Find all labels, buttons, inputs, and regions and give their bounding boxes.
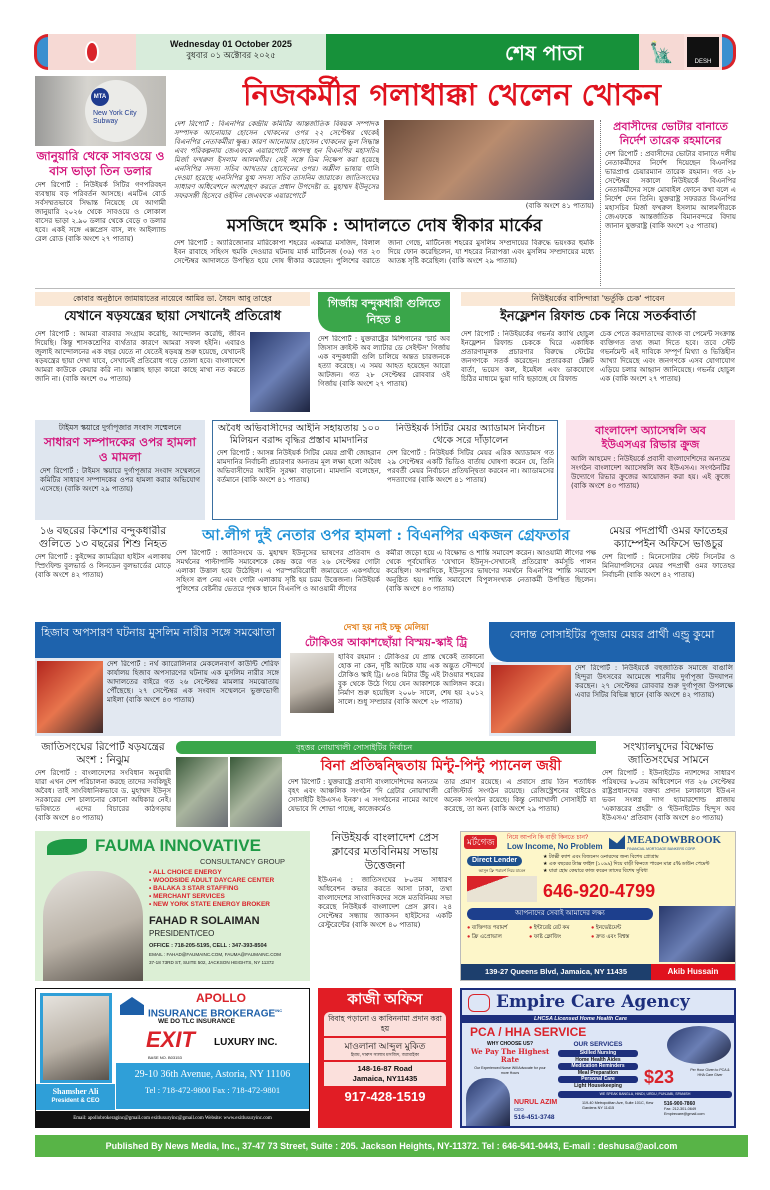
house-icon	[120, 997, 144, 1015]
mortgage-point: ★ ট্যাক্সী ক্যাশ এবং বিজনেস ওনারদের জন্য বিশেষ প্রোগ্রাম	[543, 854, 659, 860]
apollo-person-name: Shamsher Ali	[52, 1087, 99, 1096]
fauma-name: FAHAD R SOLAIMAN	[149, 915, 260, 927]
jamaat-photo	[250, 332, 310, 412]
jamaat-continued: (বাকি অংশে ৩০ পাতায়)	[62, 375, 131, 383]
lead-continued-box	[384, 202, 594, 211]
empire-pay: We Pay The Highest Rate	[470, 1047, 550, 1064]
press-club-story	[318, 831, 452, 981]
apollo-person-title: President & CEO	[51, 1098, 100, 1104]
subway-body-text: দেশ রিপোর্ট : নিউইয়র্ক সিটির গণপরিবহন ব্যবস্থায় বড় পরিবর্তন আসছে। এমটিএ বোর্ড সর্বসম্মতভাবে সিদ্ধান্ত নিয়েছে যে আগামী জানুয়ারি ২০২৬ থেকে সাবওয়ে ও লোকাল বাসের ভাড়া ২.৯০ ডলার থেকে বেড়ে ৩ ডলার হবে। একই সঙ্গে এক্সপ্রেস বাস, লং আইল্যান্ড রেল রোড	[35, 181, 166, 243]
exit-base-no: BASE NO. B03153	[148, 1055, 182, 1060]
subway-headline: জানুয়ারি থেকে সাবওয়ে ও বাস ভাড়া তিন ডলার	[36, 149, 165, 178]
empire-fax: Fax: 212-301-0649	[664, 1107, 697, 1111]
mosque-body-text: দেশ রিপোর্ট : অ্যারিজোনার মারিকোপা শহরের একমাত্র মসজিদ, বিলাল ইবন রাবাহে সহিংস হুমকি দেওয়ার ঘটনায় মার্ক মার্টিনেজ (৩৬) গত ২৩ সেপ্টেম্বর আদালতে উপস্থিত হয়ে দোষ স্বীকার করেছেন। পুলিশের বরাতে জানা গেছে, মার্টিনেজ শহরের মুসলিম সম্প্রদায়ের বিরুদ্ধে ভয়ংকর হুমকি দিয়ে ফোন করেছিলেন, যা শহরের নিরাপত্তা এবং মুসলিম সম্প্রদায়ের মধ্যে আতঙ্ক সৃষ্টি করেছিল।	[174, 239, 594, 265]
empire-rate-note: Per Hour Given to PCA & HHA Care Giver	[690, 1068, 730, 1077]
empire-service-item: Meal Preparation	[577, 1069, 619, 1076]
masthead-left-cap	[34, 34, 48, 70]
mortgage-point-text: যারা হোম কেয়ারে কাজ করেন তাদের বিশেষ সুবিধা	[548, 868, 648, 874]
apollo-address: 29-10 36th Avenue, Astoria, NY 11106	[134, 1069, 291, 1080]
lead-photo	[384, 120, 594, 200]
mortgage-feature: ● ব্যক্তিগত পরামর্শ	[467, 925, 508, 931]
mortgage-agent: Akib Hussain	[651, 964, 735, 980]
apollo-brand-line-text: INSURANCE BROKERAGE	[148, 1008, 276, 1020]
fauma-service: • BALAKA 3 STAR STAFFING	[149, 885, 239, 892]
church-continued: (বাকি অংশে ২৭ পাতায়)	[339, 380, 408, 388]
mortgage-feature: ● ফাষ্ট ক্লোজিং	[529, 934, 562, 940]
fauma-service-text: WOODSIDE ADULT DAYCARE CENTER	[153, 877, 275, 884]
adams-body-text: দেশ রিপোর্ট : নিউইয়র্ক সিটির মেয়র এরিক অ্যাডামস গত ২৯ সেপ্টেম্বর একটি ভিডিও বার্তায় ঘোষণা করেন যে, তিনি পরবর্তী মেয়র নির্বাচনে প্রতিদ্বন্দ্বিতা করবেন না। অ্যাডামসের পদত্যাগের	[387, 449, 554, 484]
mosque-headline: মসজিদে হুমকি : আদালতে দোষ স্বীকার মার্কের	[226, 216, 543, 236]
desh-logo-box	[684, 34, 722, 70]
awami-body-text: কর্মীরা জড়ো হয়ে এ বিক্ষোভ ও শান্তি সমাবেশ করেন। আওয়ামী লীগের পক্ষ থেকে পূর্বঘোষিত 'যেখানে ইউনূস-সেখানেই প্রতিরোধ' কর্মসূচি পালন করেছিল। অপরদিকে, ইউনূসের ভাষণের সমর্থনে বিএনপির 'শান্তি সমাবেশ অনুষ্ঠিত হয়। শান্তি সমাবেশে বিপুলসংখ্যক নেতাকর্মী উপস্থিত ছিলেন।	[386, 549, 596, 584]
jamaat-body	[35, 330, 245, 416]
vedanta-headline: বেদান্ত সোসাইটির পূজায় মেয়র প্রার্থী এন্ড্রু কুমো	[489, 622, 735, 662]
times-square-continued: (বাকি অংশে ২৯ পাতায়)	[64, 485, 133, 493]
lead-headline: নিজকর্মীর গলাধাক্কা খেলেন খোকন	[242, 78, 662, 113]
tokyo-headline: টোকিওর আকাশছোঁয়া বিস্ময়-স্কাই ট্রি	[304, 636, 468, 649]
mamdani-continued: (বাকি অংশে ৪১ পাতায়)	[241, 476, 310, 484]
mortgage-banner: আপনাদের সেবাই আমাদের লক্ষ্য	[467, 908, 653, 920]
inflation-body-text: চেক পেতে করদাতাদের ব্যাংক বা পেমেন্ট সংক্রান্ত ব্যক্তিগত তথ্য জমা দিতে হবে। তবে স্টেট গভর্নমেন্ট এই দাবিকে সম্পূর্ণ মিথ্যা ও ভিত্তিহীন আখ্যা দিয়েছে এবং জনগণকে এসব যোগাযোগ এড়িয়ে চলার আহ্বান জানিয়েছে। গভর্নর হোচুল এক	[600, 330, 735, 383]
kazi-address-box	[324, 1062, 446, 1086]
fauma-title: PRESIDENT/CEO	[149, 929, 215, 938]
empire-brand: Empire Care Agency	[496, 992, 690, 1012]
subway-photo	[35, 76, 166, 146]
omar-story	[602, 525, 735, 619]
apollo-tlc: WE DO TLC INSURANCE	[158, 1018, 235, 1025]
empire-care-photo	[667, 1026, 731, 1064]
omar-body-text: দেশ রিপোর্ট : মিনেসোটার স্টেট সিনেটর ও মিনিয়াপলিসের মেয়র পদপ্রার্থী ওমর ফাতেহর নির্বাচনী	[602, 553, 735, 579]
mortgage-feature: ● দ্রুত এবং বিশ্বস্ত	[591, 934, 630, 940]
hijab-photo	[37, 661, 103, 733]
empire-service-item: Skilled Nursing	[558, 1050, 638, 1057]
hijab-body-text: দেশ রিপোর্ট : নর্থ ক্যারোলিনার মেকলেনবার্গ কাউন্টি শেরিফ কার্যালয় হিজাব অপসারণের ঘটনায় এক মুসলিম নারীর সঙ্গে আদালতের বাইরে গত ২৬ সেপ্টেম্বর মামলার সমঝোতায় পৌঁছেছে। ২৭ সেপ্টেম্বর এক সংবাদ সম্মেলনে ভুক্তভোগী মাইলা	[107, 660, 279, 704]
date-english: Wednesday 01 October 2025	[170, 39, 292, 49]
tarique-body-text: দেশ রিপোর্ট : প্রবাসীদের ভোটার বানাতে দলীয় নেতাকর্মীদের নির্দেশ দিয়েছেন বিএনপির ভারপ্রাপ্ত চেয়ারম্যান তারেক রহমান। গত ২৮ সেপ্টেম্বর সকালে নিউইয়র্কে বিএনপির নেতাকর্মীদের সঙ্গে মোবাইল ফোনে কথা বলে এ নির্দেশ দেন তিনি। যুক্তরাষ্ট্র সফররত বিএনপির মহাসচিব মির্জা ফখরুল ইসলাম আলমগীরকে জেএফকে আন্তর্জাতিক বিমানবন্দরে বিদায় জানান যুক্তরাষ্ট্র	[605, 150, 736, 230]
fauma-email: EMAIL : FAHAD@FAUMAINC.COM, FAUMA@FAUMAINC.COM	[149, 952, 281, 957]
apollo-tel: Tel : 718-472-9800 Fax : 718-472-9801	[144, 1085, 281, 1095]
un-report-headline: জাতিসংঘের রিপোর্ট ষড়যন্ত্রের অংশ : নিঝুম	[41, 741, 165, 766]
feature-text: ফাষ্ট ক্লোজিং	[533, 934, 562, 940]
subway-story	[35, 76, 166, 286]
lender-note: আসুন ফ্রি পরামর্শ নিয়ে যাবেন	[478, 868, 526, 873]
mortgage-address: 139-27 Queens Blvd, Jamaica, NY 11435	[461, 964, 651, 980]
feature-text: ইনভেষ্টমেন্ট	[595, 925, 622, 931]
mortgage-feature: ● ইনভেষ্টমেন্ট	[591, 925, 622, 931]
empire-service-item: Light Housekeeping	[574, 1082, 622, 1089]
noakhali-body-col2	[444, 778, 596, 827]
empire-services-title: OUR SERVICES	[573, 1041, 623, 1048]
masthead-right-cap	[722, 34, 736, 70]
empire-person-photo	[466, 1078, 510, 1126]
empire-person-phone: 516-451-3748	[514, 1114, 555, 1121]
vedanta-photo	[491, 665, 571, 733]
care-heart-icon	[468, 994, 490, 1012]
fauma-address: 37-18 73RD ST, SUITE 502, JACKSON HEIGHTS, NY 11372	[149, 960, 274, 965]
fauma-phone: OFFICE : 718-205-5195, CELL : 347-393-8504	[149, 943, 267, 949]
exit-name: LUXURY INC.	[214, 1037, 278, 1048]
tarique-body	[605, 150, 736, 231]
feature-text: ফ্রি এপ্রোভাল	[471, 934, 502, 940]
kazi-address-2: Jamaica, NY11435	[352, 1074, 418, 1083]
un-report-story	[35, 741, 171, 827]
empire-languages: WE SPEAK BANGLA, HINDI, URDU, PUNJABI, SPANISH	[558, 1091, 732, 1098]
noakhali-photo-2	[230, 757, 282, 827]
lead-continued: (বাকি অংশে ৪১ পাতায়)	[525, 202, 594, 210]
subway-sign-text: New York City Subway	[93, 110, 137, 125]
fauma-service: • ALL CHOICE ENERGY	[149, 869, 222, 876]
flag-icon	[85, 41, 99, 63]
page-label: শেষ পাতা	[504, 41, 584, 65]
mamdani-headline: অবৈধ অভিবাসীদের আইনি সহায়তায় ১০০ মিলিয়ন বরাদ্দ বৃদ্ধির প্রস্তাব মামদানির	[217, 423, 381, 446]
tarique-headline: প্রবাসীদের ভোটার বানাতে নির্দেশ তারেক রহমানের	[613, 120, 728, 147]
fauma-sub: CONSULTANCY GROUP	[200, 857, 286, 866]
empire-address: 119-40 Metropolitan Ave, Suite 101C, Kew Gardens NY 11415	[582, 1101, 654, 1110]
date-box	[136, 34, 326, 70]
mortgage-point: ★ যারা হোম কেয়ারে কাজ করেন তাদের বিশেষ সুবিধা	[543, 868, 648, 874]
tarique-box	[600, 120, 736, 286]
mamdani-body-text: দেশ রিপোর্ট : আসন্ন নিউইয়র্ক সিটির মেয়র প্রার্থী জোহরান মামদানির নির্বাচনী প্রচারণার অন্যতম মূল লক্ষ্য হলো অবৈধ অভিবাসীদের আইনি সুরক্ষা বাড়ানো। মামদানি বলেছেন, বর্তমানে	[217, 449, 381, 484]
mortgage-tag: মর্টগেজ	[464, 835, 497, 849]
date-bengali: বুধবার ০১ অক্টোবর ২০২৫	[186, 50, 276, 60]
un-report-continued: (বাকি অংশে ৪৩ পাতায়)	[35, 814, 104, 822]
footer-imprint: Published By News Media, Inc., 37-47 73 Street, Suite : 205. Jackson Heights, NY-11372. Tel : 646-541-0443, E-mail : deshusa@aol.com	[35, 1135, 748, 1157]
mortgage-question: নিয়ে আপনি কি বাড়ী কিনতে চান?	[507, 835, 589, 841]
kazi-title: কাজী অফিস	[347, 991, 423, 1008]
kazi-service: বিবাহ পড়ানো ও কাবিননামা প্রদান করা হয়	[324, 1012, 446, 1036]
empire-person: NURUL AZIM	[514, 1099, 558, 1106]
adams-story	[387, 423, 554, 517]
empire-service-item: Home Health Aides	[575, 1056, 621, 1063]
mosque-continued: (বাকি অংশে ২৯ পাতায়)	[448, 257, 518, 265]
teen-continued: (বাকি অংশে ৪২ পাতায়)	[35, 571, 104, 579]
apollo-email: Email: apollobrokeraginc@gmail.com exitluxuryinc@gmail.com Website: www.exitluxuryinc.com	[36, 1111, 309, 1127]
subway-continued: (বাকি অংশে ২৭ পাতায়)	[65, 235, 134, 243]
noakhali-body-text: তার প্রমাণ রয়েছে। এ প্রবাসে প্রায় তিন শতাধিক রেজিস্টার্ড সংগঠন রয়েছে। রেজিস্ট্রেশনের বাইরেও অনেক সংগঠন রয়েছে। কিন্তু নোয়াখালী সোসাইটি যা করেছে, তা অন্য	[444, 778, 596, 813]
tokyo-body	[338, 653, 484, 736]
minority-body-text: দেশ রিপোর্ট : ইউনাইটেড ন্যাশন্সের সাধারণ পরিষদের ৮০তম অধিবেশনে গত ২৬ সেপ্টেম্বর রাষ্ট্রপ্রধানদের বক্তব্য প্রদান চলাকালে ইউএন ভবন সংলগ্ন দ্যাগ হ্যামারশোল্ড প্লাজায় 'একাত্তরের প্রহরী' ও 'ইউনাইটেড হিন্দুস অব ইউএসএ' প্রতিবাদ	[602, 769, 735, 822]
ad-empire[interactable]	[460, 988, 736, 1128]
fauma-services	[149, 869, 307, 909]
fauma-service: • WOODSIDE ADULT DAYCARE CENTER	[149, 877, 275, 884]
noakhali-photo-1	[176, 757, 228, 827]
kazi-name: মাওলানা আব্দুল মুকিত	[344, 1041, 426, 1051]
awami-body-col1: দেশ রিপোর্ট : জাতিসংঘে ড. মুহাম্মদ ইউনূসের ভাষণের প্রতিবাদ ও সমর্থনের পাল্টাপাল্টি সমাবেশকে কেন্দ্র করে গত ২৬ সেপ্টেম্বর গোটা এলাকা উত্তাল হয়ে উঠেছিল। এ পরস্পরবিরোধী জমায়েতে একপর্যায়ে সহিংস রূপ নেয় এবং গোটা এলাকায় সৃষ্টি হয় চরম উত্তেজনা। নিউইয়র্ক পুলিশের বেষ্টনীর ভেতরে পৃথক স্থানে বিএনপি ও আওয়ামী লীগের	[176, 549, 380, 593]
fauma-service: • NEW YORK STATE ENERGY BROKER	[149, 901, 270, 908]
empire-service-item: Medication Reminders	[558, 1063, 638, 1070]
apollo-brand: APOLLO	[196, 991, 246, 1005]
kazi-address-1: 148-16-87 Road	[357, 1064, 413, 1073]
fauma-service-text: ALL CHOICE ENERGY	[152, 869, 222, 876]
vedanta-continued: (বাকি অংশে ৪২ পাতায়)	[646, 691, 715, 699]
press-club-body-text: ইউএনএ : জাতিসংঘের ৮০তম সাধারণ অধিবেশন কভার করতে আসা ঢাকা, তথা বাংলাদেশের সাংবাদিকদের সঙ্গে মতবিনিময় সভা করেছে নিউইয়র্ক বাংলাদেশ প্রেস ক্লাব। ২৪ সেপ্টেম্বর সন্ধ্যায় জ্যাকসন হাইটসের একটি রেস্টুরেন্টের	[318, 876, 452, 929]
empire-service: PCA / HHA SERVICE	[470, 1025, 587, 1039]
times-square-kicker: টাইমস স্কয়ারে দুর্গাপূজার সংবাদ সম্মেলনে	[58, 423, 182, 432]
church-body	[318, 335, 450, 416]
feature-text: দ্রুত এবং বিশ্বস্ত	[595, 934, 630, 940]
assembly-box	[566, 420, 735, 520]
minority-continued: (বাকি অংশে ৪৩ পাতায়)	[654, 814, 724, 822]
press-club-continued: (বাকি অংশে ৪০ পাতায়)	[352, 921, 421, 929]
awami-continued: (বাকি অংশে ৪৩ পাতায়)	[386, 585, 455, 593]
fauma-person-photo	[43, 871, 143, 981]
times-square-body	[40, 467, 200, 494]
hijab-body	[107, 660, 279, 735]
omar-body	[602, 553, 735, 580]
noakhali-continued: (বাকি অংশে ২৯ পাতায়)	[491, 805, 560, 813]
tokyo-continued: (বাকি অংশে ২৮ পাতায়)	[394, 698, 463, 706]
mortgage-point: ★ এক বছরের ট্যাক্স ফাইল (১০৯৯) দিয়ে বাড়ী কিনতে পারেন মাত্র ৫% ডাউন পেমেন্ট	[543, 861, 710, 867]
empire-license: LHCSA Licensed Home Health Care	[462, 1015, 734, 1023]
church-headline: গির্জায় বন্দুকধারী গুলিতে নিহত ৪	[318, 292, 450, 332]
direct-lender-badge: Direct Lender	[467, 856, 522, 866]
desh-logo: DESH	[687, 37, 719, 67]
house-money-image	[467, 876, 537, 902]
church-body-text: দেশ রিপোর্ট : যুক্তরাষ্ট্রের মিশিগানের 'চার্চ অব জিসাস ক্রাইস্ট অব ল্যাটার ডে সেইন্টস' গির্জায় এক বন্দুকধারী গুলি চালিয়ে অন্তত চারজনকে হত্যা করেছে। এ সময় আহত হয়েছেন আরো আটজন। গত ২৮ সেপ্টেম্বর রোববার ওই গির্জায়	[318, 335, 450, 388]
minority-headline: সংখ্যালঘুদের বিক্ষোভ জাতিসংঘের সামনে	[623, 741, 714, 766]
agent-photo	[659, 906, 735, 962]
adams-headline: নিউইয়র্ক সিটির মেয়র অ্যাডামস নির্বাচন থেকে সরে দাঁড়ালেন	[395, 423, 546, 446]
mortgage-feature: ● ইন্টারেষ্ট রেট কম	[529, 925, 570, 931]
inflation-headline: ইনফ্লেশন রিফান্ড চেক নিয়ে সতর্কবার্তা	[500, 309, 696, 324]
mamdani-body	[217, 449, 381, 485]
exit-logo: EXIT	[146, 1027, 195, 1052]
lead-body	[174, 120, 379, 213]
teen-headline: ১৬ বছরের কিশোর বন্দুকধারীর গুলিতে ১৩ বছরের শিশু নিহত	[38, 525, 168, 550]
mortgage-points	[543, 854, 733, 875]
mortgage-tagline: Low Income, No Problem	[507, 842, 603, 851]
jamaat-kicker: কোবার অনুষ্ঠানে জামায়াতের নায়েবে আমির ডা. সৈয়দ আবু তাহের	[35, 292, 310, 306]
leaf-logo-icon	[47, 839, 87, 855]
mortgage-feature: ● ফ্রি এপ্রোভাল	[467, 934, 502, 940]
empire-why: WHY CHOOSE US?	[486, 1041, 534, 1047]
ad-kazi[interactable]	[318, 988, 452, 1128]
ad-fauma[interactable]	[35, 831, 310, 981]
empire-rate: $23	[644, 1067, 675, 1087]
inflation-continued: (বাকি অংশে ২৭ পাতায়)	[612, 375, 681, 383]
kazi-name-sub: ইমাম, দারুস সালাম মসজিদ, জ্যামাইকা	[350, 1052, 420, 1057]
teen-body-text: দেশ রিপোর্ট : কুইন্সের ক্যামব্রিয়া হাইটস এলাকায় স্প্রিংফিল্ড বুলভার্ড ও লিনডেন বুলভার্ডের মোড়ে	[35, 553, 171, 570]
mamdani-story	[217, 423, 381, 517]
ad-apollo[interactable]	[35, 988, 310, 1128]
meadowbrook-brand: MEADOWBROOK	[627, 834, 722, 846]
un-report-body	[35, 769, 171, 823]
apollo-brand-suffix: INC	[275, 1008, 283, 1013]
minority-story	[602, 741, 735, 827]
adams-continued: (বাকি অংশে ৪১ পাতায়)	[418, 476, 487, 484]
tokyo-kicker: দেখা হয় নাই চক্ষু মেলিয়া	[343, 623, 429, 633]
ad-mortgage[interactable]	[460, 831, 736, 981]
assembly-headline: বাংলাদেশ অ্যাসেম্বলি অব ইউএসএর রিভার ক্রুজ	[595, 424, 706, 451]
mta-logo: MTA	[91, 88, 109, 106]
assembly-continued: (বাকি অংশে ৪৩ পাতায়)	[571, 482, 640, 490]
empire-contact	[664, 1101, 732, 1116]
hijab-headline: হিজাব অপসারণ ঘটনায় মুসলিম নারীর সঙ্গে সমঝোতা	[35, 622, 281, 658]
mortgage-point-text: ট্যাক্সী ক্যাশ এবং বিজনেস ওনারদের জন্য বিশেষ প্রোগ্রাম	[548, 854, 659, 860]
inflation-body-col1: দেশ রিপোর্ট : নিউইয়র্কের গভর্নর ক্যাথি হোচুল ইনফ্লেশন রিফান্ড চেককে ঘিরে একাধিক প্রতারণামূলক প্রচারণার বিরুদ্ধে স্টেটের জনগণকে সতর্ক করেছেন। প্রতারকরা টেক্সট বার্তা, ভয়েস কল, ইমেইল এবং ডাকযোগে চিঠির মাধ্যমে ভুয়া দাবি ছড়াচ্ছে যে রিফান্ড	[461, 330, 594, 383]
tokyo-body-text: হাবিব রহমান : টোকিওর যে প্রান্ত থেকেই তাকানো হোক না কেন, দৃষ্টি আটকে যায় এক অদ্ভুত সৌন্দর্যে টোকিও স্কাই ট্রি। ৬৩৪ মিটার উঁচু এই টাওয়ার শহরের বুক থেকে উঠে গিয়ে যেন আকাশকে আলিঙ্গন করে। নির্মাণ শুরু হয়েছিল ২০০৮ সালে, শেষ হয় ২০১২ সালে। শুধু সম্প্রচার	[338, 653, 484, 706]
teen-story	[35, 525, 171, 619]
mosque-body	[174, 239, 594, 285]
statue-of-liberty-icon: 🗽	[639, 34, 684, 70]
times-square-headline: সাধারণ সম্পাদকের ওপর হামলা ও মামলা	[44, 435, 196, 464]
times-square-body-text: দেশ রিপোর্ট : টাইমস স্কয়ারে দুর্গাপূজার সংবাদ সম্মেলনে কমিটির সাধারণ সম্পাদকের ওপর হামলা করার অভিযোগ এসেছে।	[40, 467, 200, 493]
flag-emblem	[48, 34, 136, 70]
noakhali-body-col1: দেশ রিপোর্ট : যুক্তরাষ্ট্রে প্রবাসী বাংলাদেশিদের অন্যতম বৃহৎ এবং আঞ্চলিক সংগঠন 'দি গ্রেটার নোয়াখালী সোসাইটি ইউএসএ ইনক'। এ সংগঠনের নামের আগে যেভাবে দি শোভা পাচ্ছে, কাজেকর্মেও	[288, 778, 438, 813]
times-square-box	[35, 420, 205, 520]
hijab-continued: (বাকি অংশে ৪৩ পাতায়)	[126, 696, 195, 704]
apollo-person-label	[36, 1084, 115, 1110]
inflation-kicker: নিউইয়র্কের বাসিন্দারা 'ভর্তুকি চেক' পাবেন	[461, 292, 735, 306]
empire-person-title: CEO	[514, 1107, 524, 1112]
fauma-brand: FAUMA INNOVATIVE	[95, 836, 261, 855]
jamaat-headline: যেখানে ষড়যন্ত্রের ছায়া সেখানেই প্রতিরোধ	[63, 309, 282, 324]
assembly-body	[571, 455, 730, 491]
assembly-body-text: আলি আহমেদ : নিউইয়র্কে প্রবাসী বাংলাদেশিদের অন্যতম সংগঠন বাংলাদেশ অ্যাসেম্বলি অব ইউএসএ। সংগঠনটির উদ্যোগে রিভার ক্রুজের আয়োজন করা হয়। এই ক্রুজে	[571, 455, 730, 481]
feature-text: ব্যক্তিগত পরামর্শ	[471, 925, 508, 931]
press-club-headline: নিউইয়র্ক বাংলাদেশ প্রেস ক্লাবের মতবিনিময় সভায় উত্তেজনা	[331, 831, 439, 872]
tarique-continued: (বাকি অংশে ২৫ পাতায়)	[649, 222, 718, 230]
lead-body-text: দেশ রিপোর্ট : বিএনপির কেন্দ্রীয় কমিটির আন্তর্জাতিক বিষয়ক সম্পাদক সম্পাদক আনোয়ার হোসেন খোকনের ওপর ২২ সেপ্টেম্বর থেকেই বিএনপির নেতাকর্মীরা ক্ষুব্ধ। কারণ আনোয়ার হোসেন খোকনের ভুল সিদ্ধান্ত এবং পরিকল্পনায় জেএফকে এয়ারপোর্টে অপদস্থ হন বিএনপির মহাসচিব মির্জা ফখরুল ইসলাম আলমগীর। সেই সঙ্গে ডিম নিক্ষেপ করা হয়েছে এনসিপির সদস্য সচিব আখতার হোসেনের ওপর। অশ্লীল ভাষায় গালি দেওয়া হয়েছে এনসিপির যুগ্ম সদস্য সচিব তাসনিম জারাকে। জাতিসংঘের সাধারণ অধিবেশনে অংশগ্রহণ করতে প্রধান উপদেষ্টা ড. মুহাম্মদ ইউনূসের সফরসঙ্গী হিসেবে ওইদিন জেএফকে এয়ারপোর্টে	[174, 120, 379, 200]
empire-email[interactable]: Empirecare@gmail.com	[664, 1111, 705, 1116]
meadowbrook-sub: FINANCIAL MORTGAGE BANKERS CORP.	[627, 847, 696, 851]
empire-advocate: Our Experienced Nurse Will Advocate for your more Hours	[474, 1066, 546, 1075]
tokyo-author-photo	[290, 653, 334, 713]
noakhali-kicker: বৃহত্তর নোয়াখালী সোসাইটির নির্বাচন	[176, 741, 596, 754]
inflation-body-col2	[600, 330, 735, 416]
mortgage-point-text: এক বছরের ট্যাক্স ফাইল (১০৯৯) দিয়ে বাড়ী কিনতে পারেন মাত্র ৫% ডাউন পেমেন্ট	[548, 861, 710, 867]
subway-body	[35, 181, 166, 244]
mortgage-phone[interactable]: 646-920-4799	[543, 881, 656, 901]
jamaat-body-text: দেশ রিপোর্ট : আমরা বারবার সংগ্রাম করেছি, আন্দোলন করেছি, জীবন দিয়েছি। কিন্তু শাসকশ্রেণির ব্যর্থতার কারণে আমরা সফল হইনি। এবারও জুলাই আন্দোলনের এক বছর যেতে না যেতেই ষড়যন্ত্র শুরু হয়েছে, যেখানেই ষড়যন্ত্রের ছায়া দেখা যাবে, সেখানেই প্রতিরোধ গড়ে তোলা হবে। বাংলাদেশে আমরা কাউকে কেয়ার করি না। আল্লাহ ছাড়া কারো কাছে মাথা নত করতে জানি না।	[35, 330, 245, 383]
un-report-body-text: দেশ রিপোর্ট : বাংলাদেশের সংবিধান অনুযায়ী যারা এখন দেশ পরিচালনা করছে তাদের সবকিছুই অবৈধ। তাই সাংবিধানিকভাবে ড. মুহাম্মদ ইউনূস সরকারের দেশ চালানোর কোনো অধিকার নেই। ভবিষ্যতে এদের বিচারের কাঠগড়ায়	[35, 769, 171, 813]
omar-continued: (বাকি অংশে ৪২ পাতায়)	[626, 571, 695, 579]
fauma-service-text: NEW YORK STATE ENERGY BROKER	[153, 901, 270, 908]
mortgage-features	[467, 924, 653, 942]
feature-text: ইন্টারেষ্ট রেট কম	[533, 925, 570, 931]
meadowbrook-logo-icon	[609, 835, 625, 849]
empire-service-item: Personal Care	[558, 1076, 638, 1083]
teen-body	[35, 553, 171, 580]
apollo-contact-band	[116, 1063, 309, 1109]
kazi-phone[interactable]: 917-428-1519	[344, 1089, 426, 1104]
omar-headline: মেয়র পদপ্রার্থী ওমর ফাতেহর ক্যাম্পেইন অফিসে ভাঙচুর	[609, 525, 728, 550]
fauma-service-text: BALAKA 3 STAR STAFFING	[153, 885, 239, 892]
awami-headline: আ.লীগ দুই নেতার ওপর হামলা : বিএনপির একজন গ্রেফতার	[202, 526, 570, 544]
masthead	[34, 34, 736, 70]
noakhali-headline: বিনা প্রতিদ্বন্দ্বিতায় মিন্টু-পিন্টু প্যানেল জয়ী	[320, 758, 562, 774]
apollo-person-photo	[43, 996, 109, 1080]
fauma-service: • MERCHANT SERVICES	[149, 893, 225, 900]
divider	[35, 288, 735, 289]
minority-body	[602, 769, 735, 823]
press-club-body	[318, 876, 452, 930]
awami-body-col2	[386, 549, 596, 619]
kazi-name-box	[324, 1038, 446, 1060]
empire-phone[interactable]: 516-900-7860	[664, 1101, 696, 1107]
vedanta-body-text: দেশ রিপোর্ট : নিউইয়র্কে বহুজাতিক সমাজে বাঙালি হিন্দুরা উৎসবের আমেজে শারদীয় দুর্গাপূজা উদযাপন করছেন। ২৭ সেপ্টেম্বর রোববার শুরু দুর্গাপূজা উপলক্ষে এবার সিটির বিভিন্ন স্থানে	[575, 664, 733, 699]
empire-services	[558, 1050, 638, 1089]
vedanta-body	[575, 664, 733, 735]
adams-body	[387, 449, 554, 485]
fauma-service-text: MERCHANT SERVICES	[153, 893, 225, 900]
